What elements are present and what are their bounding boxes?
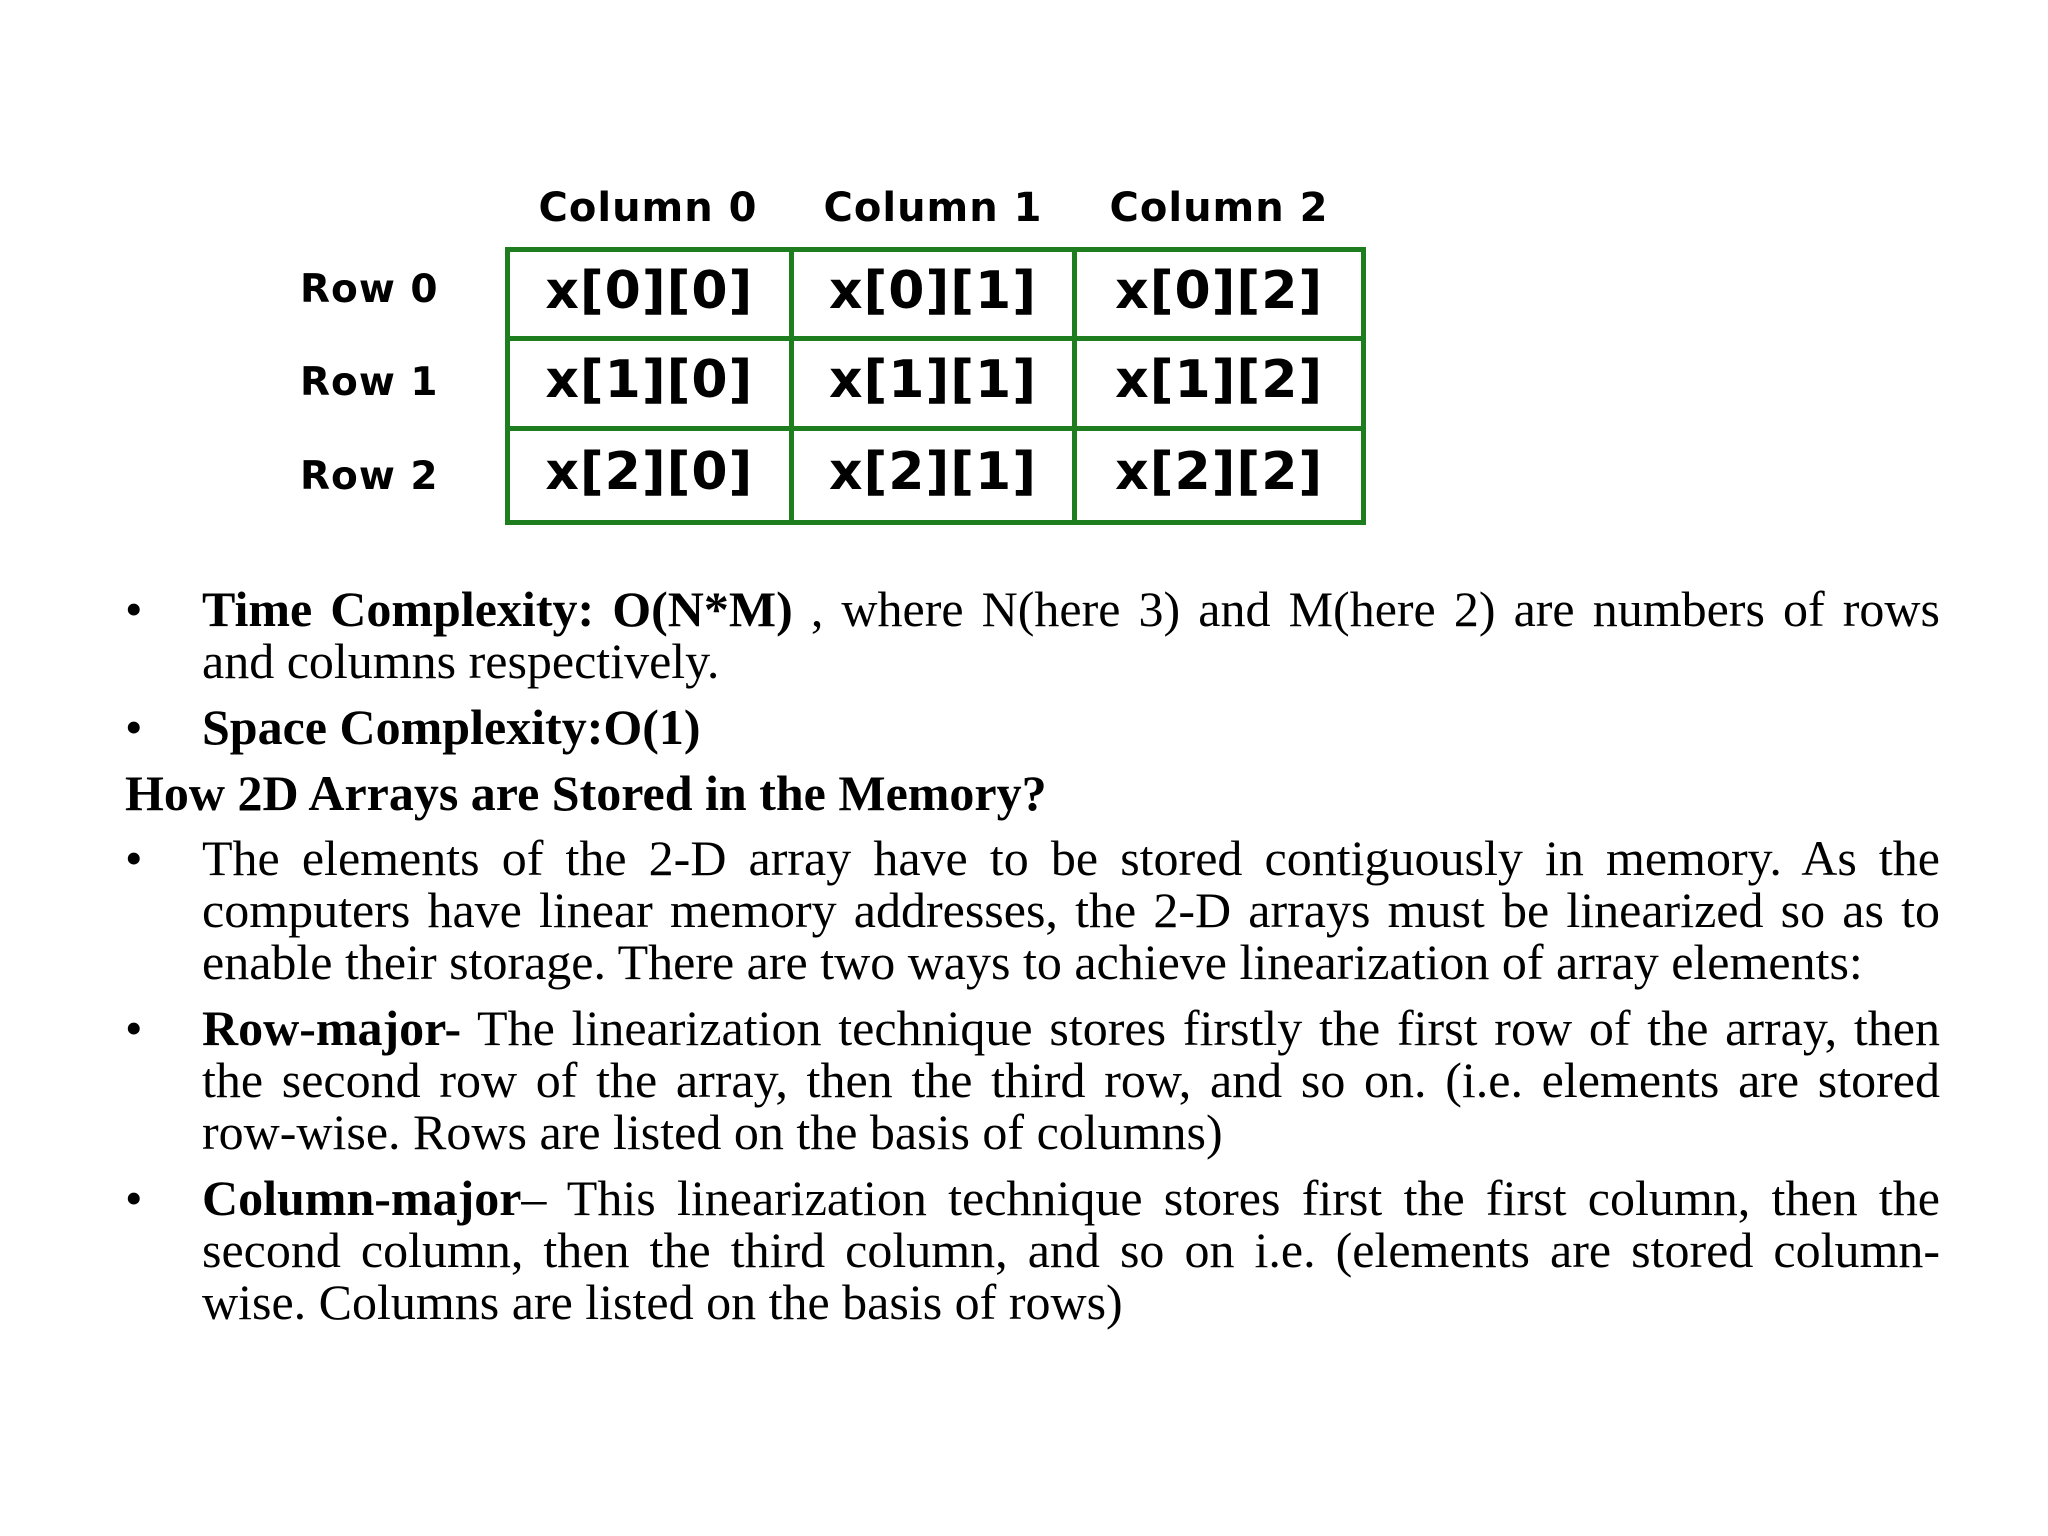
column-major-label: Column-major	[202, 1170, 522, 1226]
time-complexity-label: Time Complexity: O(N*M)	[202, 581, 793, 637]
slide-text	[125, 583, 1940, 1342]
bullet-time-complexity	[125, 583, 1940, 687]
bullet-dot: •	[125, 581, 143, 637]
array-cell-2-1: x[2][1]	[794, 431, 1078, 520]
bullet-dot: •	[125, 1170, 143, 1226]
array-cell-1-0: x[1][0]	[510, 341, 794, 430]
bullet-dot: •	[125, 699, 143, 755]
bullet-dot: •	[125, 1000, 143, 1056]
row-major-label: Row-major-	[202, 1000, 462, 1056]
bullet-column-major	[125, 1172, 1940, 1328]
array-cell-0-2: x[0][2]	[1077, 252, 1361, 341]
storage-intro-text: The elements of the 2-D array have to be stored contiguously in memory. As the computers have linear memory addresses, the 2-D arrays must be linearized so as to enable their storage. There are two ways to achieve linearization of array elements:	[202, 830, 1940, 990]
bullet-storage-intro	[125, 832, 1940, 988]
bullet-dot: •	[125, 830, 143, 886]
column-header-1: Column 1	[823, 185, 1043, 231]
row-label-2: Row 2	[300, 454, 439, 499]
array-cell-2-2: x[2][2]	[1115, 442, 1324, 503]
row-label-0: Row 0	[300, 267, 439, 312]
bullet-row-major	[125, 1002, 1940, 1158]
array-cell-0-1: x[0][1]	[794, 252, 1078, 341]
bullet-space-complexity	[125, 701, 1940, 753]
column-header-2: Column 2	[1109, 185, 1329, 231]
array-diagram	[0, 0, 2048, 560]
row-label-1: Row 1	[300, 360, 439, 405]
column-header-0: Column 0	[538, 185, 758, 231]
column-major-text: – This linearization technique stores first the first column, then the second column, then the third column, and so on i.e. (elements are stored column-wise. Columns are listed on the basis of rows)	[202, 1170, 1940, 1330]
array-cell-1-2: x[1][2]	[1077, 341, 1361, 430]
section-heading: How 2D Arrays are Stored in the Memory?	[125, 765, 1047, 821]
time-complexity-text: , where N(here 3) and M(here 2) are numbers of rows and columns respectively.	[202, 581, 1940, 689]
array-cell-0-0: x[0][0]	[510, 252, 794, 341]
array-cell-2-0: x[2][0]	[510, 431, 794, 520]
array-grid	[505, 247, 1366, 525]
space-complexity-label: Space Complexity:O(1)	[202, 699, 701, 755]
row-major-text: The linearization technique stores firstly the first row of the array, then the second row of the array, then the third row, and so on. (i.e. elements are stored row-wise. Rows are listed on the basis of columns)	[202, 1000, 1940, 1160]
array-cell-1-1: x[1][1]	[794, 341, 1078, 430]
